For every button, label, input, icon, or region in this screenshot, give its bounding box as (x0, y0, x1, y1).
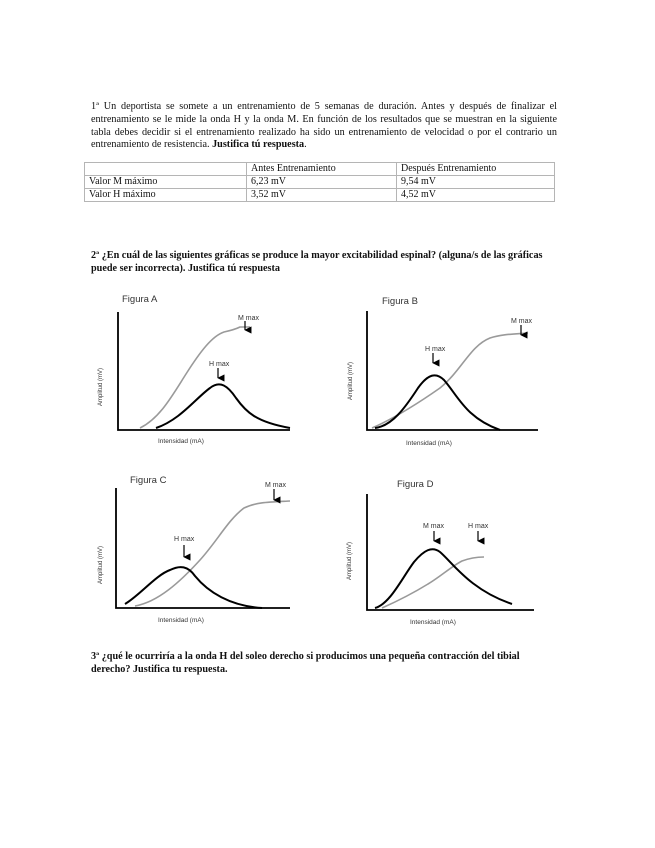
question-3: 3ª ¿qué le ocurriría a la onda H del soleo derecho si producimos una pequeña contracción del tibial derecho? Justifica tu respuesta. (91, 651, 520, 675)
figure-d-title: Figura D (397, 479, 434, 490)
figure-a (98, 294, 290, 445)
figure-c-xlabel: Intensidad (mA) (158, 617, 204, 624)
figure-d-ylabel: Amplitud (mV) (347, 541, 353, 580)
figure-c-label-m: M max (265, 482, 286, 489)
table-cell: 6,23 mV (247, 176, 397, 189)
figure-d-h-curve (375, 549, 512, 608)
figure-b-xlabel: Intensidad (mA) (406, 440, 452, 447)
figure-a-ylabel: Amplitud (mV) (98, 367, 104, 406)
figure-b-title: Figura B (382, 296, 418, 307)
figure-a-title: Figura A (122, 294, 158, 305)
figure-b (348, 296, 538, 447)
table-cell: 4,52 mV (397, 189, 555, 202)
figure-a-axes (118, 312, 290, 430)
figure-b-h-curve (375, 375, 500, 430)
table-cell: 9,54 mV (397, 176, 555, 189)
figure-b-label-m: M max (511, 318, 532, 325)
figure-c-h-curve (125, 567, 262, 608)
figure-b-ylabel: Amplitud (mV) (348, 361, 354, 400)
table-cell: 3,52 mV (247, 189, 397, 202)
figure-a-label-h: H max (209, 361, 230, 368)
question-1-number: 1ª (91, 101, 99, 112)
figure-c (98, 475, 290, 624)
table-cell: Valor H máximo (85, 189, 247, 202)
question-2: 2ª ¿En cuál de las siguientes gráficas se produce la mayor excitabilidad espinal? (alguna/s de las gráficas puede ser incorrecta). Justifica tú respuesta (91, 250, 543, 274)
question-1-period: . (304, 139, 307, 151)
figure-c-label-h: H max (174, 536, 195, 543)
figure-a-xlabel: Intensidad (mA) (158, 438, 204, 445)
question-1-emphasis: Justifica tú respuesta (212, 139, 305, 151)
table-header-cell: Antes Entrenamiento (247, 163, 397, 176)
figure-b-axes (367, 311, 538, 430)
table-header-cell: Después Entrenamiento (397, 163, 555, 176)
figure-d-xlabel: Intensidad (mA) (410, 619, 456, 626)
figure-b-m-curve (372, 333, 528, 428)
figure-c-m-curve (135, 501, 290, 606)
figure-a-m-curve (140, 327, 250, 428)
figure-d-m-curve (382, 557, 484, 608)
figure-c-title: Figura C (130, 475, 167, 486)
figure-a-label-m: M max (238, 315, 259, 322)
figure-b-label-h: H max (425, 346, 446, 353)
figure-d-label-m: M max (423, 523, 444, 530)
table-cell: Valor M máximo (85, 176, 247, 189)
figure-d-label-h: H max (468, 523, 489, 530)
question-1-text: Un deportista se somete a un entrenamiento de 5 semanas de duración. Antes y después de finalizar el entrenamiento se le mide la onda H y la onda M. En función de los resultados que se muestran en la siguiente tabla debes decidir si el entrenamiento realizado ha sido un entrenamiento de velocidad o por el contrario un entrenamiento de resistencia. (91, 101, 558, 151)
figure-d-axes (367, 494, 534, 610)
figure-c-ylabel: Amplitud (mV) (98, 545, 104, 584)
figure-d (347, 479, 534, 626)
